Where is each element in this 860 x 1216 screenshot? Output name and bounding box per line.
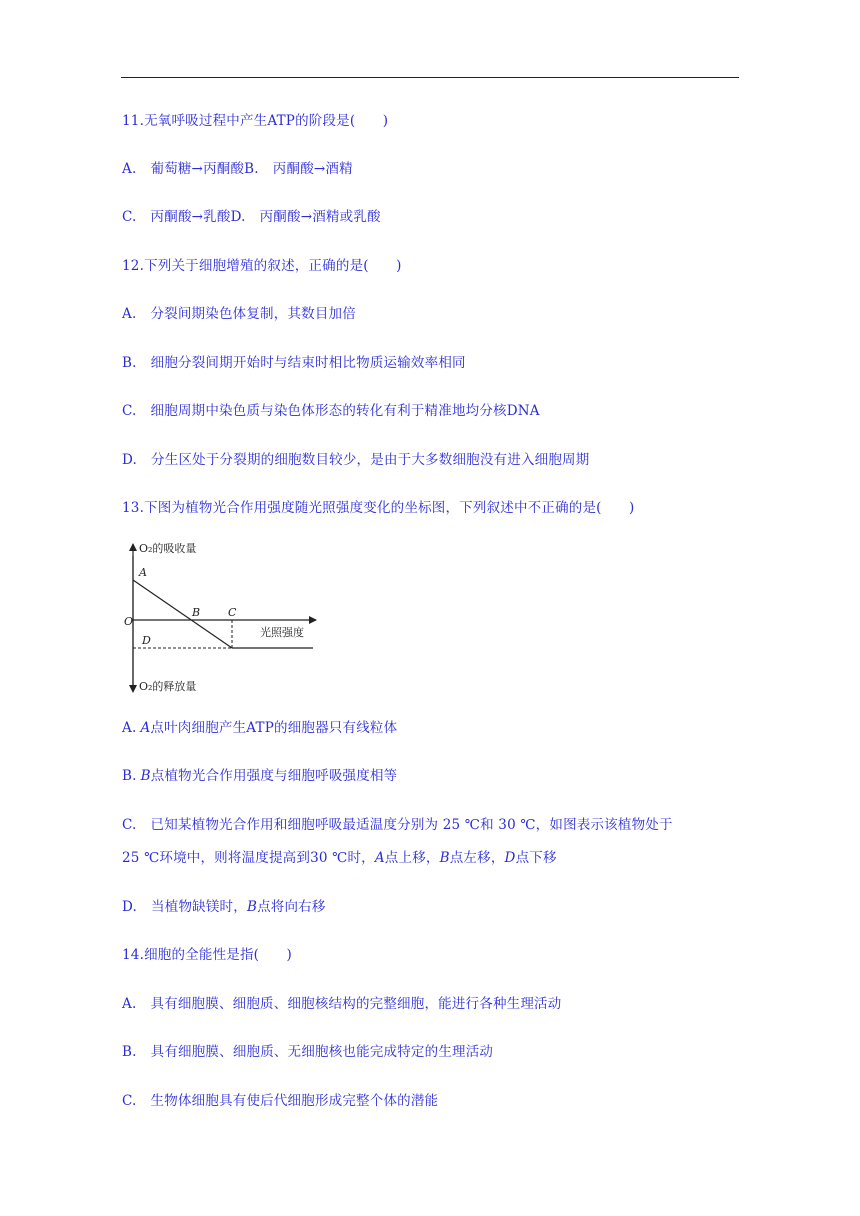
option-text: 细胞分裂间期开始时与结束时相比物质运输效率相同	[150, 355, 466, 371]
option-label: A.	[122, 996, 137, 1012]
q13-option-d	[122, 897, 326, 917]
option-text: 点植物光合作用强度与细胞呼吸强度相等	[150, 768, 398, 784]
point-ref: A	[374, 850, 385, 866]
q14-option-b	[122, 1042, 493, 1062]
option-text: 生物体细胞具有使后代细胞形成完整个体的潜能	[150, 1093, 439, 1109]
y-top-label: O₂的吸收量	[139, 542, 197, 555]
q13-option-b	[122, 766, 397, 786]
option-text: 点左移，	[449, 850, 505, 866]
option-label: C.	[122, 1093, 137, 1109]
option-label: A.	[122, 306, 137, 322]
q11-options-cd	[122, 207, 381, 227]
q12-option-b	[122, 353, 466, 373]
q14-option-c	[122, 1091, 438, 1111]
point-a-label: A	[139, 566, 147, 579]
header-rule	[121, 77, 739, 78]
option-text: 分裂间期染色体复制，其数目加倍	[150, 306, 356, 322]
point-b-label: B	[192, 606, 201, 619]
q11-opt-b-label: B.	[244, 161, 259, 177]
option-text: 具有细胞膜、细胞质、无细胞核也能完成特定的生理活动	[150, 1044, 494, 1060]
option-label: B.	[122, 768, 137, 784]
point-c-label: C	[228, 606, 237, 619]
q11-opt-c-label: C.	[122, 209, 137, 225]
q11-opt-c-text: 丙酮酸→乳酸	[150, 209, 231, 225]
q11-opt-a-text: 葡萄糖→丙酮酸	[150, 161, 245, 177]
point-ref: B	[439, 850, 450, 866]
option-text: 已知某植物光合作用和细胞呼吸最适温度分别为 25 ℃和 30 ℃，如图表示该植物处于	[150, 817, 673, 833]
option-label: C.	[122, 817, 137, 833]
option-text: 点上移，	[384, 850, 440, 866]
q12-option-d	[122, 450, 589, 470]
option-label: A.	[122, 720, 137, 736]
option-label: D.	[122, 899, 138, 915]
option-label: B.	[122, 1044, 137, 1060]
q13-option-a	[122, 718, 397, 738]
q11-opt-d-text: 丙酮酸→酒精或乳酸	[259, 209, 381, 225]
option-text: 当植物缺镁时，	[151, 899, 247, 915]
x-axis-label: 光照强度	[260, 626, 304, 639]
q11-opt-d-label: D.	[230, 209, 246, 225]
origin-label: O	[124, 615, 134, 628]
q13-option-c-line1	[122, 815, 673, 835]
q11-options-ab	[122, 159, 353, 179]
option-text: 点下移	[515, 850, 557, 866]
option-label: B.	[122, 355, 137, 371]
q13-graph	[120, 536, 320, 696]
q12-option-a	[122, 304, 356, 324]
option-text: 25 ℃环境中，则将温度提高到30 ℃时，	[122, 850, 375, 866]
option-text: 点叶肉细胞产生ATP的细胞器只有线粒体	[150, 720, 398, 736]
graph-svg	[120, 536, 320, 696]
q11-stem: 11.无氧呼吸过程中产生ATP的阶段是( )	[122, 113, 389, 129]
q11-opt-a-label: A.	[122, 161, 137, 177]
point-ref: B	[140, 768, 151, 784]
point-ref: B	[246, 899, 258, 915]
option-text: 点将向右移	[257, 899, 326, 915]
option-text: 分生区处于分裂期的细胞数目较少，是由于大多数细胞没有进入细胞周期	[151, 452, 590, 468]
y-bottom-label: O₂的释放量	[139, 680, 197, 693]
option-text: 具有细胞膜、细胞质、细胞核结构的完整细胞，能进行各种生理活动	[150, 996, 562, 1012]
q14-option-a	[122, 994, 561, 1014]
q13-option-c-line2	[122, 848, 557, 868]
point-d-label: D	[142, 634, 151, 647]
q12-stem: 12.下列关于细胞增殖的叙述，正确的是( )	[122, 258, 402, 274]
option-text: 细胞周期中染色质与染色体形态的转化有利于精准地均分核DNA	[150, 403, 540, 419]
point-ref: A	[140, 720, 151, 736]
q14-stem: 14.细胞的全能性是指( )	[122, 947, 293, 963]
option-label: C.	[122, 403, 137, 419]
q11-opt-b-text: 丙酮酸→酒精	[272, 161, 353, 177]
point-ref: D	[504, 850, 516, 866]
q12-option-c	[122, 401, 540, 421]
option-label: D.	[122, 452, 138, 468]
q13-stem: 13.下图为植物光合作用强度随光照强度变化的坐标图，下列叙述中不正确的是( )	[122, 500, 635, 516]
